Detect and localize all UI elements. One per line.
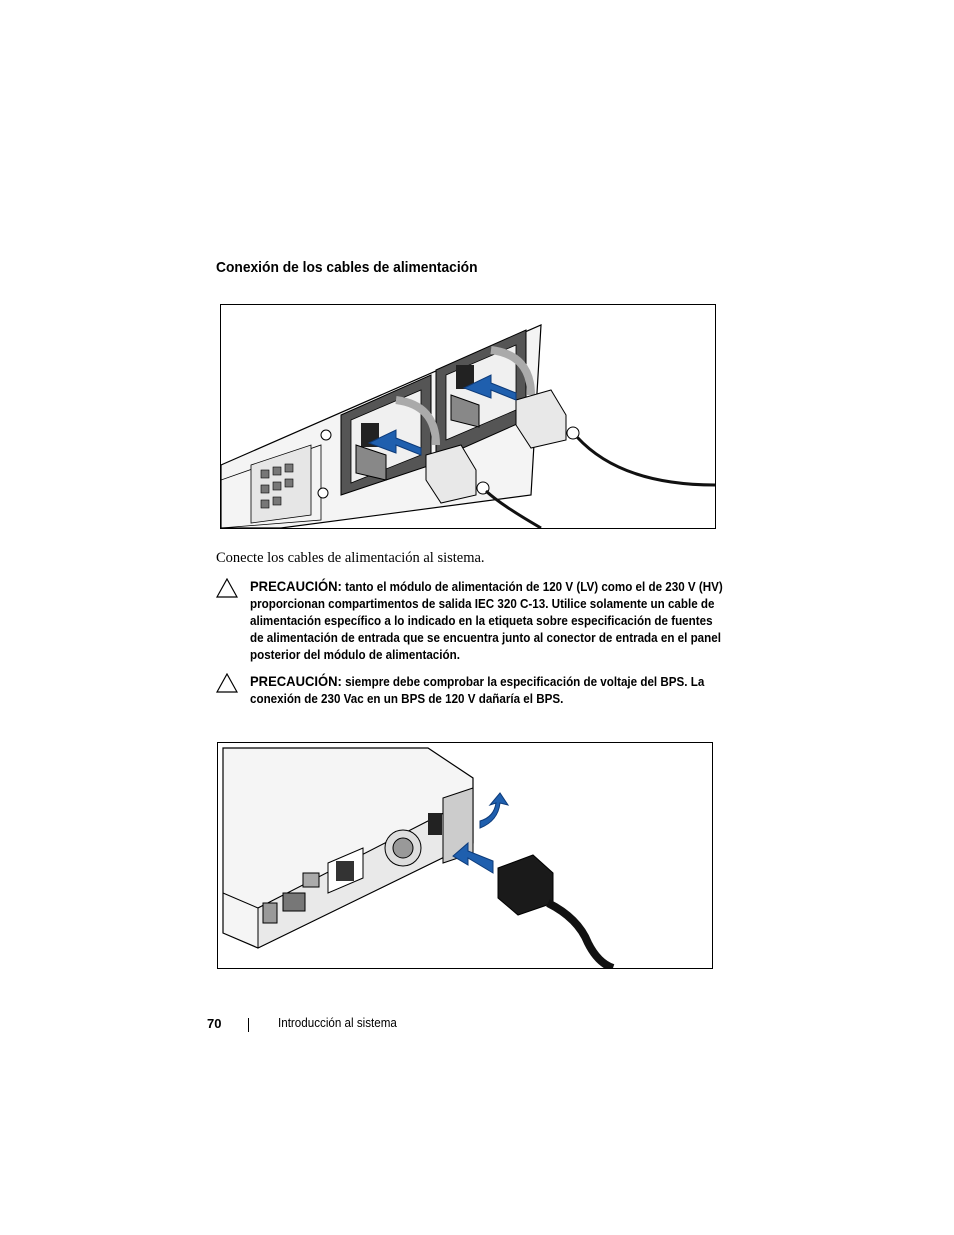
- ups-figure: [217, 742, 713, 969]
- section-heading: Conexión de los cables de alimentación: [216, 259, 478, 276]
- chapter-title: Introducción al sistema: [278, 1016, 397, 1030]
- footer-separator: [248, 1018, 249, 1032]
- caution-note-1: [216, 578, 723, 664]
- figure-caption: Conecte los cables de alimentación al sistema.: [216, 550, 485, 566]
- server-power-cable-illustration: [221, 305, 715, 528]
- ups-power-cable-illustration: [218, 743, 712, 968]
- caution-text: siempre debe comprobar la especificación de voltaje del BPS. La conexión de 230 Vac en un BPS de 120 V dañaría el BPS.: [250, 675, 705, 706]
- caution-text: tanto el módulo de alimentación de 120 V (LV) como el de 230 V (HV) proporcionan compartimentos de salida IEC 320 C-13. Utilice solamente un cable de alimentación específico a lo indicado en la etiqueta sobre especificación de fuentes de alimentación de entrada que se encuentra junto al conector de entrada en el panel posterior del módulo de alimentación.: [250, 580, 723, 662]
- caution-label: PRECAUCIÓN:: [250, 673, 342, 689]
- caution-label: PRECAUCIÓN:: [250, 578, 342, 594]
- caution-triangle-icon: [216, 673, 238, 693]
- power-supplies-figure: [220, 304, 716, 529]
- caution-note-2: [216, 673, 716, 708]
- page-number: 70: [207, 1016, 222, 1031]
- caution-triangle-icon: [216, 578, 238, 598]
